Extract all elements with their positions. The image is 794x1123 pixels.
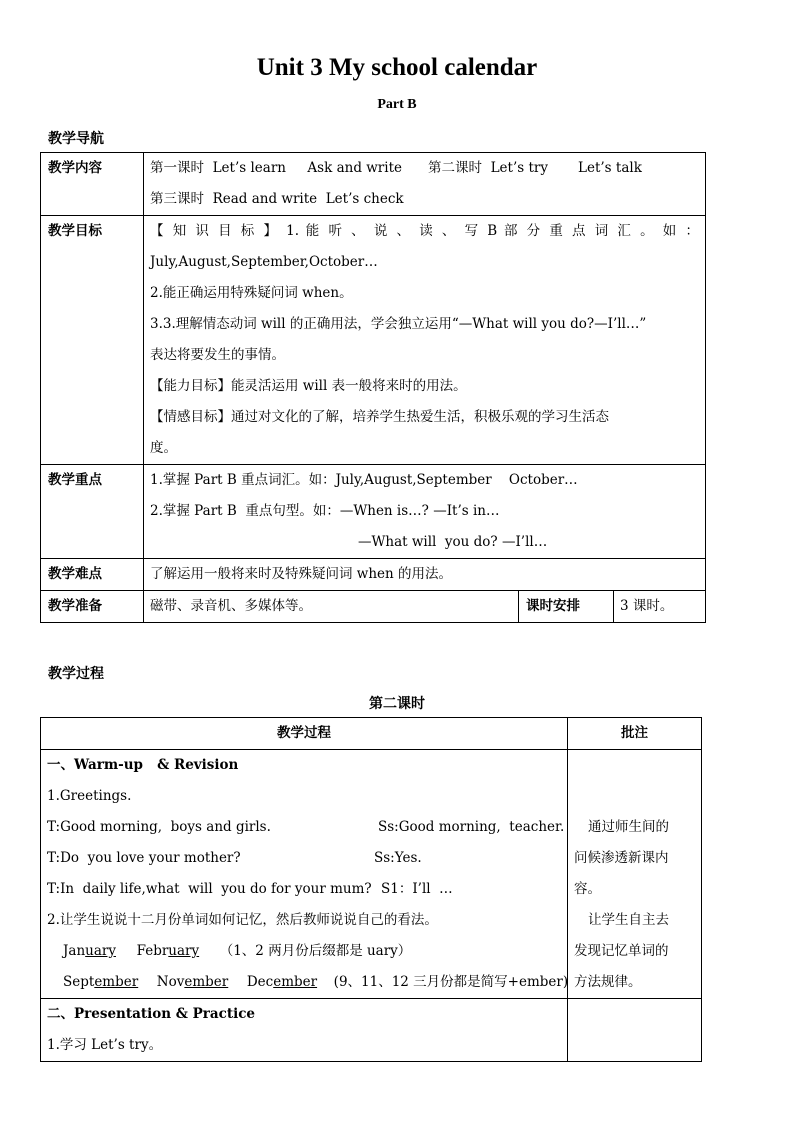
key-line-2: 2.掌握 Part B 重点句型。如：—When is…? —It’s in… <box>150 503 500 519</box>
goals-line-4: 3.3.理解情态动词 will 的正确用法，学会独立运用“—What will you do?—I’ll…” <box>150 316 647 332</box>
goals-label: 教学目标 <box>41 216 144 465</box>
warmup-title: 一、Warm-up & Revision <box>47 757 239 773</box>
difficulties-label: 教学难点 <box>41 559 144 591</box>
presentation-title: 二、Presentation & Practice <box>47 1006 256 1022</box>
difficulties-row <box>41 559 706 591</box>
process-table <box>40 717 702 1062</box>
months-sep-nov-dec <box>47 967 569 998</box>
dialogue-line-2 <box>47 843 561 874</box>
presentation-cell <box>41 999 568 1062</box>
page-title: Unit 3 My school calendar <box>256 54 538 81</box>
month-september: September <box>63 974 139 990</box>
warmup-notes-cell <box>568 750 702 999</box>
month-december: December <box>246 974 318 990</box>
goals-line-2: July,August,September,October… <box>150 254 378 270</box>
notes-column-header: 批注 <box>568 718 702 750</box>
note-2-line-1: 让学生自主去 <box>588 912 669 928</box>
teacher-line-1: T:Good morning, boys and girls. <box>47 819 271 835</box>
warmup-row <box>41 750 702 999</box>
process-heading: 教学过程 <box>48 666 104 682</box>
goals-line-6: 【能力目标】能灵活运用 will 表一般将来时的用法。 <box>150 378 467 394</box>
month-november: November <box>156 974 229 990</box>
note-2-line-3: 方法规律。 <box>574 974 642 990</box>
student-line-1: Ss:Good morning, teacher. <box>378 819 565 835</box>
key-points-row <box>41 465 706 559</box>
student-line-3: S1：I’ll … <box>381 881 453 897</box>
note-1-line-2: 问候渗透新课内 <box>574 850 669 866</box>
difficulties-cell: 了解运用一般将来时及特殊疑问词 when 的用法。 <box>144 559 706 591</box>
goals-line-5: 表达将要发生的事情。 <box>150 347 285 363</box>
teacher-line-3: T:In daily life,what will you do for your mum? <box>47 881 372 897</box>
key-line-3: —What will you do? —I’ll… <box>358 534 548 550</box>
note-2-line-2: 发现记忆单词的 <box>574 943 669 959</box>
learn-try-line: 1.学习 Let’s try。 <box>47 1037 163 1053</box>
key-points-label: 教学重点 <box>41 465 144 559</box>
schedule-cell: 3 课时。 <box>614 591 706 623</box>
nav-heading: 教学导航 <box>48 131 104 147</box>
student-line-2: Ss:Yes. <box>374 850 422 866</box>
goals-cell <box>144 216 706 465</box>
month-january: January <box>63 943 116 959</box>
note-1-line-1: 通过师生间的 <box>588 819 669 835</box>
page-subtitle: Part B <box>377 97 417 112</box>
presentation-row <box>41 999 702 1062</box>
teaching-guide-table <box>40 152 706 623</box>
goals-line-1: 【 知 识 目 标 】 1. 能 听 、 说 、 读 、 写 B 部 分 重 点 词 汇 。 如 ： <box>150 223 699 239</box>
step-2-line: 2.让学生说说十二月份单词如何记忆，然后教师说说自己的看法。 <box>47 912 438 928</box>
month-february: February <box>136 943 200 959</box>
greetings-line: 1.Greetings. <box>47 788 132 804</box>
dialogue-line-3 <box>47 874 561 905</box>
schedule-label: 课时安排 <box>519 591 614 623</box>
key-points-cell <box>144 465 706 559</box>
content-line1-a: 第一课时 Let’s learn Ask and write <box>150 160 402 176</box>
months-jan-feb <box>47 936 561 967</box>
teacher-line-2: T:Do you love your mother? <box>47 850 241 866</box>
note-sep-nov-dec: (9、11、12 三月份都是简写+ember) <box>333 974 569 990</box>
goals-row <box>41 216 706 465</box>
process-column-header: 教学过程 <box>41 718 568 750</box>
lesson-heading: 第二课时 <box>369 696 425 712</box>
content-line-1 <box>150 153 699 184</box>
note-jan-feb: （1、2 两月份后缀都是 uary） <box>219 943 412 959</box>
note-1-line-3: 容。 <box>574 881 601 897</box>
preparation-label: 教学准备 <box>41 591 144 623</box>
preparation-cell: 磁带、录音机、多媒体等。 <box>144 591 519 623</box>
key-line-1: 1.掌握 Part B 重点词汇。如：July,August,September October… <box>150 472 578 488</box>
warmup-cell <box>41 750 568 999</box>
content-line1-b: 第二课时 Let’s try Let’s talk <box>428 160 642 176</box>
presentation-notes-cell <box>568 999 702 1062</box>
content-label: 教学内容 <box>41 153 144 216</box>
content-cell <box>144 153 706 216</box>
process-header-row <box>41 718 702 750</box>
content-row <box>41 153 706 216</box>
preparation-row <box>41 591 706 623</box>
goals-line-3: 2.能正确运用特殊疑问词 when。 <box>150 285 353 301</box>
goals-line-7: 【情感目标】通过对文化的了解，培养学生热爱生活，积极乐观的学习生活态 <box>150 409 609 425</box>
goals-line-8: 度。 <box>150 440 177 456</box>
content-line-2: 第三课时 Read and write Let’s check <box>150 191 404 207</box>
dialogue-line-1 <box>47 812 565 843</box>
